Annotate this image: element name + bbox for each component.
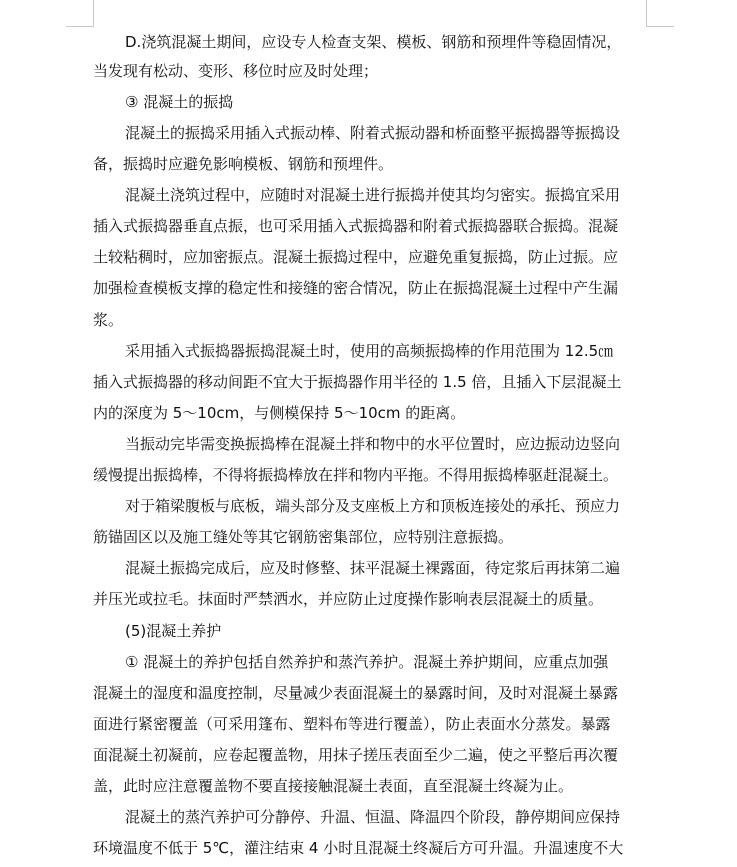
- text-line: 面进行紧密覆盖（可采用篷布、塑料布等进行覆盖），防止表面水分蒸发。暴露: [93, 715, 611, 733]
- text-line: 混凝土振捣完成后，应及时修整、抹平混凝土裸露面，待定浆后再抹第二遍: [125, 559, 621, 577]
- page-corner-mark-top-left: [66, 0, 94, 27]
- text-line: D.浇筑混凝土期间，应设专人检查支架、模板、钢筋和预埋件等稳固情况，: [125, 33, 622, 51]
- text-line: 内的深度为 5～10cm，与侧模保持 5～10cm 的距离。: [93, 404, 466, 422]
- text-line: 盖，此时应注意覆盖物不要直接接触混凝土表面，直至混凝土终凝为止。: [93, 777, 574, 795]
- text-line: 并压光或拉毛。抹面时严禁洒水，并应防止过度操作影响表层混凝土的质量。: [93, 590, 604, 608]
- text-line: 浆。: [93, 311, 124, 329]
- text-line: 筋锚固区以及施工缝处等其它钢筋密集部位，应特别注意振捣。: [93, 528, 514, 546]
- text-line: 加强检查模板支撑的稳定性和接缝的密合情况，防止在振捣混凝土过程中产生漏: [93, 279, 619, 297]
- text-line: 对于箱梁腹板与底板，端头部分及支座板上方和顶板连接处的承托、预应力: [125, 497, 621, 515]
- text-line: 采用插入式振捣器振捣混凝土时，使用的高频振捣棒的作用范围为 12.5㎝: [125, 342, 614, 360]
- text-line: 插入式振捣器的移动间距不宜大于振捣器作用半径的 1.5 倍，且插入下层混凝土: [93, 373, 622, 391]
- text-line: 环境温度不低于 5℃，灌注结束 4 小时且混凝土终凝后方可升温。升温速度不大: [93, 839, 624, 857]
- page-corner-mark-top-right: [646, 0, 674, 27]
- text-line: 混凝土浇筑过程中，应随时对混凝土进行振捣并使其均匀密实。振捣宜采用: [125, 186, 621, 204]
- text-line: 土较粘稠时，应加密振点。混凝土振捣过程中，应避免重复振捣，防止过振。应: [93, 248, 619, 266]
- text-line: 混凝土的湿度和温度控制，尽量减少表面混凝土的暴露时间，及时对混凝土暴露: [93, 684, 619, 702]
- text-line: 当振动完毕需变换振捣棒在混凝土拌和物中的水平位置时，应边振动边竖向: [125, 435, 621, 453]
- text-line: ① 混凝土的养护包括自然养护和蒸汽养护。混凝土养护期间，应重点加强: [125, 653, 609, 671]
- text-line: 面混凝土初凝前，应卷起覆盖物，用抹子搓压表面至少二遍，使之平整后再次覆: [93, 746, 619, 764]
- text-line: 混凝土的蒸汽养护可分静停、升温、恒温、降温四个阶段，静停期间应保持: [125, 808, 621, 826]
- heading-curing: (5)混凝土养护: [125, 622, 222, 640]
- text-line: 备，振捣时应避免影响模板、钢筋和预埋件。: [93, 155, 394, 173]
- text-line: 插入式振捣器垂直点振，也可采用插入式振捣器和附着式振捣器联合振捣。混凝: [93, 217, 619, 235]
- text-line: 当发现有松动、变形、移位时应及时处理；: [93, 62, 379, 80]
- heading-vibration: ③ 混凝土的振捣: [125, 93, 234, 111]
- text-line: 混凝土的振捣采用插入式振动棒、附着式振动器和桥面整平振捣器等振捣设: [125, 124, 621, 142]
- text-line: 缓慢提出振捣棒，不得将振捣棒放在拌和物内平拖。不得用振捣棒驱赶混凝土。: [93, 466, 619, 484]
